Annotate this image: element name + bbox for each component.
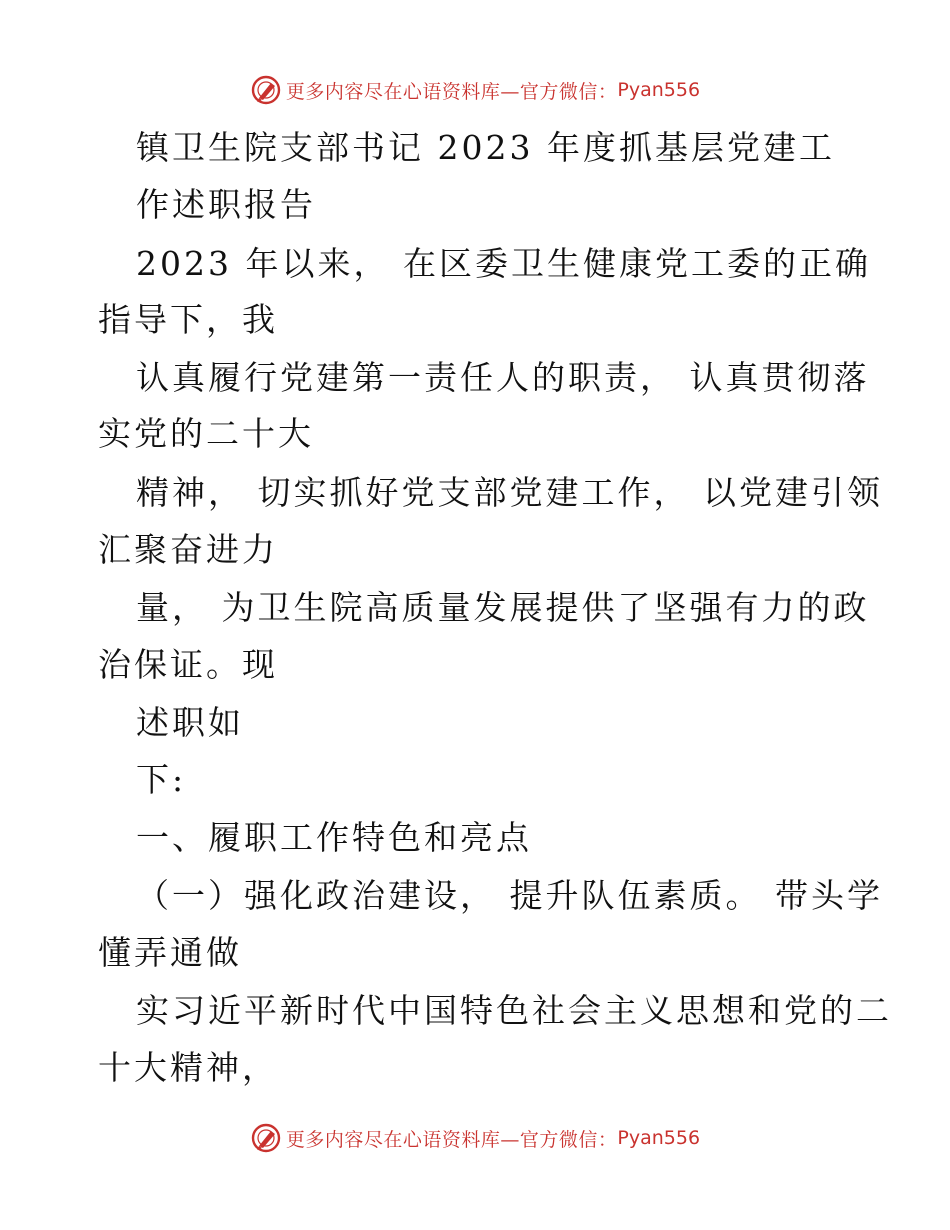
body-line: 下:	[136, 760, 187, 799]
body-line: 治保证。现	[98, 645, 278, 684]
body-line: 量， 为卫生院高质量发展提供了坚强有力的政	[136, 588, 870, 627]
subsection-heading: （一）强化政治建设， 提升队伍素质。 带头学	[136, 876, 883, 915]
watermark-text: 更多内容尽在心语资料库—官方微信：	[285, 1128, 618, 1151]
watermark-handle: Pyan556	[617, 79, 701, 101]
document-title-line-1: 镇卫生院支部书记 2023 年度抓基层党建工	[136, 128, 835, 167]
body-line: 实习近平新时代中国特色社会主义思想和党的二	[136, 991, 892, 1030]
section-heading: 一、履职工作特色和亮点	[136, 818, 532, 857]
document-title-line-2: 作述职报告	[136, 185, 316, 224]
watermark-banner-top	[0, 72, 950, 108]
watermark-text: 更多内容尽在心语资料库—官方微信：	[285, 80, 618, 103]
body-line: 十大精神，	[98, 1048, 278, 1087]
watermark-banner-bottom	[0, 1120, 950, 1156]
body-line: 2023 年以来， 在区委卫生健康党工委的正确	[136, 244, 871, 283]
body-line: 汇聚奋进力	[98, 530, 278, 569]
pen-nib-circle-logo-icon	[250, 1122, 282, 1154]
body-line: 实党的二十大	[98, 414, 314, 453]
body-line: 懂弄通做	[98, 933, 242, 972]
body-line: 精神， 切实抓好党支部党建工作， 以党建引领	[136, 473, 883, 512]
body-line: 认真履行党建第一责任人的职责， 认真贯彻落	[136, 358, 870, 397]
body-line: 述职如	[136, 703, 244, 742]
watermark-handle: Pyan556	[617, 1127, 701, 1149]
pen-nib-circle-logo-icon	[250, 74, 282, 106]
body-line: 指导下，我	[98, 300, 278, 339]
